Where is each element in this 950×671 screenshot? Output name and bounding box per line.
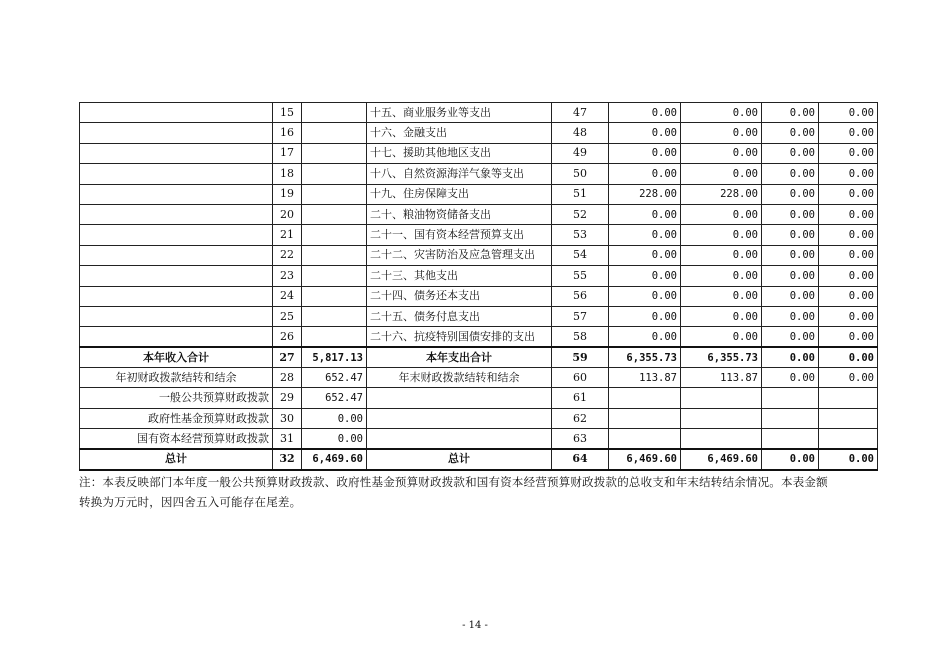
income-amount-cell bbox=[302, 286, 367, 306]
income-item-cell bbox=[80, 225, 273, 245]
table-row bbox=[80, 266, 878, 286]
footnote-line-2: 转换为万元时，因四舍五入可能存在尾差。 bbox=[79, 495, 302, 509]
expense-item-cell: 二十四、债务还本支出 bbox=[367, 286, 552, 306]
expense-total-cell: 0.00 bbox=[609, 266, 681, 286]
expense-item-cell: 二十五、债务付息支出 bbox=[367, 306, 552, 326]
state-capital-cell: 0.00 bbox=[819, 266, 878, 286]
footnote-line-1: 注：本表反映部门本年度一般公共预算财政拨款、政府性基金预算财政拨款和国有资本经营预算财政拨款的总收支和年末结转结余情况。本表金额 bbox=[79, 475, 828, 489]
income-amount-cell bbox=[302, 123, 367, 143]
income-line-cell: 19 bbox=[273, 184, 302, 204]
expense-line-cell: 55 bbox=[552, 266, 609, 286]
income-line-cell: 22 bbox=[273, 245, 302, 265]
general-budget-cell: 0.00 bbox=[681, 123, 762, 143]
state-capital-cell: 0.00 bbox=[819, 143, 878, 163]
table-row bbox=[80, 204, 878, 224]
state-capital-cell: 0.00 bbox=[819, 184, 878, 204]
table-row bbox=[80, 103, 878, 123]
income-item-cell bbox=[80, 143, 273, 163]
general-budget-cell: 0.00 bbox=[681, 286, 762, 306]
gov-fund-cell: 0.00 bbox=[762, 225, 819, 245]
expense-total-cell bbox=[609, 429, 681, 449]
general-budget-cell: 0.00 bbox=[681, 204, 762, 224]
expense-item-cell: 二十一、国有资本经营预算支出 bbox=[367, 225, 552, 245]
income-amount-cell bbox=[302, 225, 367, 245]
income-item-cell: 一般公共预算财政拨款 bbox=[80, 388, 273, 408]
income-amount-cell bbox=[302, 245, 367, 265]
table-row bbox=[80, 164, 878, 184]
expense-item-cell bbox=[367, 408, 552, 428]
income-line-cell: 23 bbox=[273, 266, 302, 286]
expense-item-cell: 十六、金融支出 bbox=[367, 123, 552, 143]
table-row bbox=[80, 388, 878, 408]
income-line-cell: 32 bbox=[273, 449, 302, 469]
table-row bbox=[80, 245, 878, 265]
expense-line-cell: 48 bbox=[552, 123, 609, 143]
gov-fund-cell: 0.00 bbox=[762, 103, 819, 123]
state-capital-cell: 0.00 bbox=[819, 204, 878, 224]
state-capital-cell: 0.00 bbox=[819, 286, 878, 306]
table-row bbox=[80, 225, 878, 245]
expense-line-cell: 54 bbox=[552, 245, 609, 265]
expense-item-cell: 本年支出合计 bbox=[367, 347, 552, 367]
expense-line-cell: 57 bbox=[552, 306, 609, 326]
income-item-cell bbox=[80, 164, 273, 184]
state-capital-cell: 0.00 bbox=[819, 368, 878, 388]
table-row bbox=[80, 327, 878, 347]
table-row bbox=[80, 184, 878, 204]
budget-table bbox=[79, 102, 878, 471]
expense-total-cell: 0.00 bbox=[609, 327, 681, 347]
income-item-cell bbox=[80, 184, 273, 204]
income-amount-cell: 652.47 bbox=[302, 368, 367, 388]
state-capital-cell: 0.00 bbox=[819, 327, 878, 347]
income-item-cell bbox=[80, 204, 273, 224]
table-row bbox=[80, 143, 878, 163]
gov-fund-cell: 0.00 bbox=[762, 368, 819, 388]
expense-total-cell: 6,469.60 bbox=[609, 449, 681, 469]
income-item-cell: 本年收入合计 bbox=[80, 347, 273, 367]
table-row bbox=[80, 286, 878, 306]
expense-item-cell bbox=[367, 429, 552, 449]
expense-total-cell: 113.87 bbox=[609, 368, 681, 388]
expense-item-cell: 十七、援助其他地区支出 bbox=[367, 143, 552, 163]
state-capital-cell: 0.00 bbox=[819, 449, 878, 469]
table-row bbox=[80, 449, 878, 469]
table-row bbox=[80, 123, 878, 143]
gov-fund-cell bbox=[762, 408, 819, 428]
income-item-cell bbox=[80, 123, 273, 143]
table-row bbox=[80, 429, 878, 449]
general-budget-cell bbox=[681, 408, 762, 428]
income-item-cell: 政府性基金预算财政拨款 bbox=[80, 408, 273, 428]
general-budget-cell: 0.00 bbox=[681, 306, 762, 326]
income-line-cell: 29 bbox=[273, 388, 302, 408]
expense-item-cell: 二十三、其他支出 bbox=[367, 266, 552, 286]
gov-fund-cell: 0.00 bbox=[762, 123, 819, 143]
expense-line-cell: 60 bbox=[552, 368, 609, 388]
expense-line-cell: 63 bbox=[552, 429, 609, 449]
expense-line-cell: 61 bbox=[552, 388, 609, 408]
gov-fund-cell: 0.00 bbox=[762, 143, 819, 163]
state-capital-cell: 0.00 bbox=[819, 225, 878, 245]
general-budget-cell bbox=[681, 429, 762, 449]
income-line-cell: 27 bbox=[273, 347, 302, 367]
general-budget-cell: 0.00 bbox=[681, 327, 762, 347]
general-budget-cell: 0.00 bbox=[681, 225, 762, 245]
income-item-cell: 年初财政拨款结转和结余 bbox=[80, 368, 273, 388]
expense-line-cell: 62 bbox=[552, 408, 609, 428]
expense-line-cell: 49 bbox=[552, 143, 609, 163]
state-capital-cell bbox=[819, 429, 878, 449]
income-item-cell bbox=[80, 245, 273, 265]
general-budget-cell: 113.87 bbox=[681, 368, 762, 388]
general-budget-cell: 6,355.73 bbox=[681, 347, 762, 367]
income-item-cell: 国有资本经营预算财政拨款 bbox=[80, 429, 273, 449]
income-line-cell: 28 bbox=[273, 368, 302, 388]
expense-total-cell: 6,355.73 bbox=[609, 347, 681, 367]
gov-fund-cell: 0.00 bbox=[762, 306, 819, 326]
table-row bbox=[80, 347, 878, 367]
gov-fund-cell: 0.00 bbox=[762, 245, 819, 265]
income-item-cell bbox=[80, 286, 273, 306]
income-amount-cell: 0.00 bbox=[302, 408, 367, 428]
page-number: - 14 - bbox=[462, 620, 488, 631]
income-amount-cell bbox=[302, 306, 367, 326]
expense-total-cell: 0.00 bbox=[609, 245, 681, 265]
income-item-cell bbox=[80, 327, 273, 347]
expense-total-cell bbox=[609, 408, 681, 428]
income-amount-cell bbox=[302, 103, 367, 123]
state-capital-cell: 0.00 bbox=[819, 103, 878, 123]
state-capital-cell: 0.00 bbox=[819, 306, 878, 326]
expense-item-cell: 年末财政拨款结转和结余 bbox=[367, 368, 552, 388]
general-budget-cell bbox=[681, 388, 762, 408]
general-budget-cell: 6,469.60 bbox=[681, 449, 762, 469]
income-amount-cell bbox=[302, 266, 367, 286]
gov-fund-cell: 0.00 bbox=[762, 347, 819, 367]
income-amount-cell: 0.00 bbox=[302, 429, 367, 449]
expense-line-cell: 51 bbox=[552, 184, 609, 204]
expense-total-cell: 0.00 bbox=[609, 306, 681, 326]
expense-total-cell: 0.00 bbox=[609, 143, 681, 163]
expense-line-cell: 59 bbox=[552, 347, 609, 367]
income-item-cell bbox=[80, 266, 273, 286]
table-row bbox=[80, 306, 878, 326]
expense-total-cell: 0.00 bbox=[609, 103, 681, 123]
income-amount-cell: 652.47 bbox=[302, 388, 367, 408]
income-line-cell: 16 bbox=[273, 123, 302, 143]
expense-item-cell: 十九、住房保障支出 bbox=[367, 184, 552, 204]
expense-item-cell: 二十六、抗疫特别国债安排的支出 bbox=[367, 327, 552, 347]
state-capital-cell bbox=[819, 388, 878, 408]
income-line-cell: 31 bbox=[273, 429, 302, 449]
gov-fund-cell: 0.00 bbox=[762, 164, 819, 184]
expense-item-cell bbox=[367, 388, 552, 408]
income-line-cell: 30 bbox=[273, 408, 302, 428]
footnote bbox=[79, 472, 879, 512]
general-budget-cell: 0.00 bbox=[681, 245, 762, 265]
expense-total-cell: 228.00 bbox=[609, 184, 681, 204]
expense-total-cell: 0.00 bbox=[609, 164, 681, 184]
income-item-cell bbox=[80, 103, 273, 123]
income-line-cell: 26 bbox=[273, 327, 302, 347]
budget-table-container bbox=[79, 102, 878, 471]
expense-line-cell: 53 bbox=[552, 225, 609, 245]
gov-fund-cell: 0.00 bbox=[762, 266, 819, 286]
expense-item-cell: 十五、商业服务业等支出 bbox=[367, 103, 552, 123]
expense-total-cell: 0.00 bbox=[609, 286, 681, 306]
expense-line-cell: 50 bbox=[552, 164, 609, 184]
expense-line-cell: 52 bbox=[552, 204, 609, 224]
income-amount-cell bbox=[302, 184, 367, 204]
income-line-cell: 18 bbox=[273, 164, 302, 184]
expense-item-cell: 总计 bbox=[367, 449, 552, 469]
gov-fund-cell bbox=[762, 429, 819, 449]
expense-item-cell: 二十二、灾害防治及应急管理支出 bbox=[367, 245, 552, 265]
income-amount-cell: 5,817.13 bbox=[302, 347, 367, 367]
general-budget-cell: 0.00 bbox=[681, 164, 762, 184]
gov-fund-cell: 0.00 bbox=[762, 327, 819, 347]
gov-fund-cell bbox=[762, 388, 819, 408]
table-row bbox=[80, 408, 878, 428]
income-line-cell: 17 bbox=[273, 143, 302, 163]
expense-total-cell bbox=[609, 388, 681, 408]
expense-line-cell: 64 bbox=[552, 449, 609, 469]
expense-item-cell: 十八、自然资源海洋气象等支出 bbox=[367, 164, 552, 184]
expense-item-cell: 二十、粮油物资储备支出 bbox=[367, 204, 552, 224]
general-budget-cell: 0.00 bbox=[681, 103, 762, 123]
expense-line-cell: 58 bbox=[552, 327, 609, 347]
income-item-cell: 总计 bbox=[80, 449, 273, 469]
income-line-cell: 25 bbox=[273, 306, 302, 326]
state-capital-cell: 0.00 bbox=[819, 123, 878, 143]
gov-fund-cell: 0.00 bbox=[762, 184, 819, 204]
state-capital-cell: 0.00 bbox=[819, 164, 878, 184]
table-row bbox=[80, 368, 878, 388]
general-budget-cell: 228.00 bbox=[681, 184, 762, 204]
expense-total-cell: 0.00 bbox=[609, 123, 681, 143]
table-body bbox=[80, 103, 878, 470]
expense-line-cell: 56 bbox=[552, 286, 609, 306]
gov-fund-cell: 0.00 bbox=[762, 204, 819, 224]
income-line-cell: 20 bbox=[273, 204, 302, 224]
state-capital-cell: 0.00 bbox=[819, 245, 878, 265]
general-budget-cell: 0.00 bbox=[681, 143, 762, 163]
income-item-cell bbox=[80, 306, 273, 326]
expense-total-cell: 0.00 bbox=[609, 204, 681, 224]
income-amount-cell bbox=[302, 327, 367, 347]
income-amount-cell bbox=[302, 204, 367, 224]
income-amount-cell bbox=[302, 143, 367, 163]
state-capital-cell: 0.00 bbox=[819, 347, 878, 367]
income-line-cell: 15 bbox=[273, 103, 302, 123]
gov-fund-cell: 0.00 bbox=[762, 286, 819, 306]
gov-fund-cell: 0.00 bbox=[762, 449, 819, 469]
state-capital-cell bbox=[819, 408, 878, 428]
income-amount-cell bbox=[302, 164, 367, 184]
income-amount-cell: 6,469.60 bbox=[302, 449, 367, 469]
income-line-cell: 24 bbox=[273, 286, 302, 306]
general-budget-cell: 0.00 bbox=[681, 266, 762, 286]
expense-line-cell: 47 bbox=[552, 103, 609, 123]
expense-total-cell: 0.00 bbox=[609, 225, 681, 245]
income-line-cell: 21 bbox=[273, 225, 302, 245]
